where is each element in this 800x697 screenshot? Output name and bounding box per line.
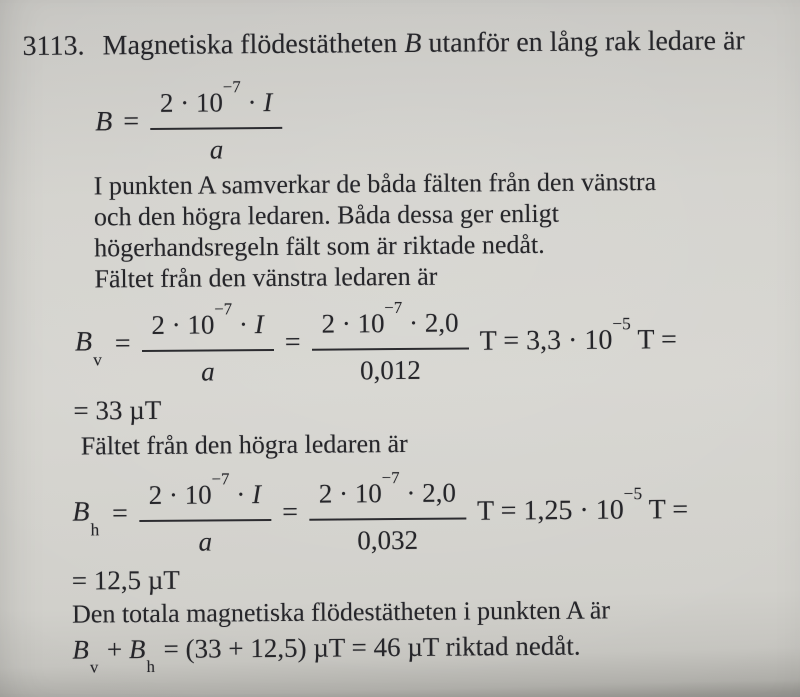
- fraction-numeric: [309, 467, 467, 556]
- fraction-numeric: [311, 297, 469, 386]
- paragraph-line: Fältet från den vänstra ledaren är: [94, 261, 438, 294]
- final-answer: [72, 627, 784, 677]
- subscript-v: v: [89, 657, 99, 677]
- fraction-symbolic: [139, 469, 272, 558]
- right-conductor-result: = 12,5 µT: [71, 564, 180, 596]
- exponent: −5: [623, 483, 643, 504]
- fraction-numerator: [139, 469, 272, 522]
- exponent: −7: [381, 467, 400, 487]
- var-B: B: [404, 27, 422, 59]
- fraction-numerator: [141, 299, 274, 352]
- fraction-denominator: a: [201, 356, 215, 387]
- paragraph-line: och den högra ledaren. Båda dessa ger enligt: [93, 198, 559, 232]
- var-I: I: [251, 479, 262, 510]
- fraction-denominator: 0,012: [359, 354, 421, 386]
- equals-sign: =: [114, 328, 131, 360]
- fraction-general: [150, 77, 283, 166]
- coefficient: 2 · 10: [151, 309, 215, 340]
- var-B: B: [74, 326, 93, 358]
- var-I: I: [254, 309, 264, 340]
- fraction-numerator: [309, 467, 466, 520]
- tail-unit: T =: [642, 494, 689, 526]
- coefficient: 2 · 10: [148, 479, 212, 510]
- paragraph-line: I punkten A samverkar de båda fälten från den vänstra: [93, 166, 657, 201]
- plus-operator: +: [100, 634, 130, 665]
- var-Bh: [72, 496, 101, 540]
- equals-sign: =: [123, 106, 140, 138]
- tail-unit: T =: [630, 324, 677, 356]
- problem-statement: [102, 23, 744, 64]
- paragraph-line: högerhandsregeln fält som är riktade nedåt.: [94, 229, 545, 263]
- right-conductor-intro: Fältet från den högra ledaren är: [80, 428, 408, 461]
- exponent: −7: [214, 299, 233, 319]
- tail-value: T = 3,3 · 10: [479, 324, 613, 358]
- exponent: −7: [222, 77, 241, 97]
- subscript-h: h: [146, 657, 156, 677]
- dot-operator: ·: [240, 87, 264, 118]
- var-Bv: [74, 326, 104, 370]
- general-formula: [95, 73, 781, 166]
- coefficient: 2 · 10: [321, 308, 385, 339]
- dot-operator: ·: [232, 309, 255, 340]
- statement-pre: Magnetiska flödestätheten: [102, 27, 405, 62]
- var-B: B: [128, 634, 146, 665]
- fraction-numerator: [311, 297, 468, 350]
- equals-sign: =: [284, 326, 301, 358]
- fraction-denominator: 0,032: [357, 524, 419, 556]
- exponent: −7: [384, 297, 403, 317]
- statement-post: utanför en lång rak ledare är: [421, 25, 745, 59]
- fraction-denominator: a: [198, 526, 213, 557]
- dot-operator: ·: [229, 479, 253, 510]
- problem-title-row: [22, 23, 779, 65]
- exponent: −5: [612, 313, 631, 334]
- fraction-numerator: [150, 77, 283, 130]
- final-result-text: = (33 + 12,5) µT = 46 µT riktad nedåt.: [156, 630, 581, 664]
- tail-value: T = 1,25 · 10: [476, 494, 624, 528]
- subscript-h: h: [90, 520, 100, 540]
- fraction-denominator: a: [209, 134, 224, 165]
- subscript-v: v: [93, 350, 102, 370]
- right-conductor-formula: [72, 465, 784, 559]
- problem-number: 3113.: [22, 30, 85, 62]
- equals-sign: =: [282, 496, 299, 528]
- value: · 2,0: [402, 307, 459, 338]
- total-intro: Den totala magnetiska flödestätheten i punkten A är: [71, 595, 611, 629]
- equals-sign: =: [111, 498, 129, 530]
- value: · 2,0: [399, 477, 457, 509]
- explanation-paragraph: [94, 165, 782, 294]
- left-conductor-result: = 33 µT: [73, 394, 162, 426]
- formula-tail: [476, 483, 689, 528]
- fraction-symbolic: [141, 299, 274, 388]
- coefficient: 2 · 10: [159, 87, 224, 118]
- exponent: −7: [211, 469, 230, 489]
- var-B: B: [95, 106, 113, 138]
- var-B: B: [72, 634, 89, 665]
- formula-tail: [479, 313, 677, 358]
- var-B: B: [72, 496, 90, 528]
- left-conductor-formula: [75, 295, 783, 389]
- coefficient: 2 · 10: [318, 478, 382, 509]
- var-I: I: [263, 86, 273, 118]
